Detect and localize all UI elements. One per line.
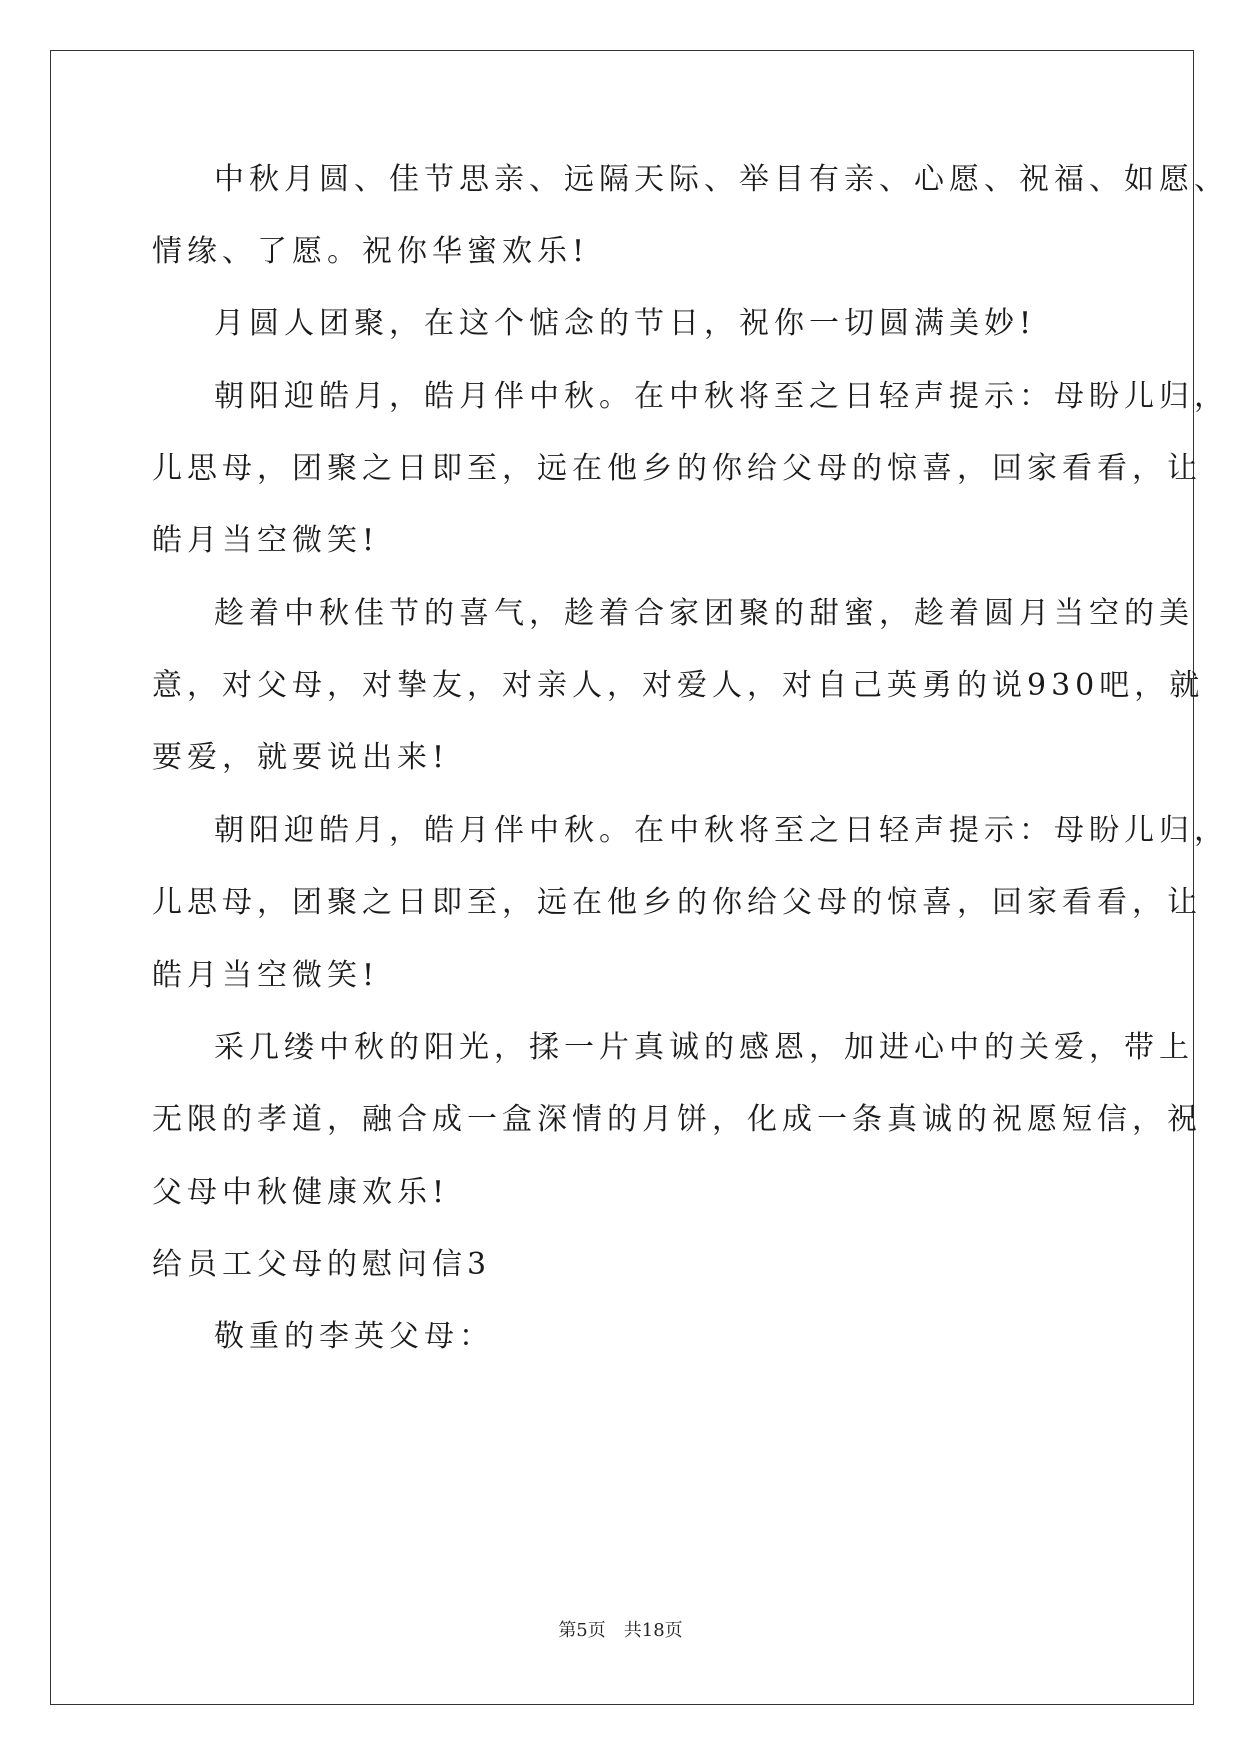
paragraph-line: 情缘、了愿。祝你华蜜欢乐! xyxy=(152,234,590,269)
paragraph-line: 儿思母，团聚之日即至，远在他乡的你给父母的惊喜，回家看看，让 xyxy=(152,885,1202,920)
page-total: 共18页 xyxy=(623,1620,683,1641)
section-heading: 给员工父母的慰问信3 xyxy=(152,1247,492,1282)
paragraph-line: 无限的孝道，融合成一盒深情的月饼，化成一条真诚的祝愿短信，祝 xyxy=(152,1102,1202,1137)
paragraph-line: 采几缕中秋的阳光，揉一片真诚的感恩，加进心中的关爱，带上 xyxy=(214,1030,1194,1065)
paragraph-line: 父母中秋健康欢乐! xyxy=(152,1175,450,1210)
paragraph-line: 儿思母，团聚之日即至，远在他乡的你给父母的惊喜，回家看看，让 xyxy=(152,451,1202,486)
paragraph-line: 朝阳迎皓月，皓月伴中秋。在中秋将至之日轻声提示：母盼儿归， xyxy=(214,813,1229,848)
page-number: 第5页 xyxy=(558,1620,606,1641)
paragraph-line: 皓月当空微笑! xyxy=(152,958,380,993)
paragraph-line: 朝阳迎皓月，皓月伴中秋。在中秋将至之日轻声提示：母盼儿归， xyxy=(214,379,1229,414)
paragraph-line: 月圆人团聚，在这个惦念的节日，祝你一切圆满美妙! xyxy=(214,306,1037,341)
page-border xyxy=(50,50,1194,1705)
paragraph-line: 要爱，就要说出来! xyxy=(152,740,450,775)
paragraph-line: 趁着中秋佳节的喜气，趁着合家团聚的甜蜜，趁着圆月当空的美 xyxy=(214,596,1194,631)
paragraph-line: 皓月当空微笑! xyxy=(152,523,380,558)
paragraph-line: 中秋月圆、佳节思亲、远隔天际、举目有亲、心愿、祝福、如愿、 xyxy=(214,162,1229,197)
paragraph-line: 意，对父母，对挚友，对亲人，对爱人，对自己英勇的说930吧，就 xyxy=(152,668,1205,703)
salutation: 敬重的李英父母： xyxy=(214,1319,494,1354)
page-footer xyxy=(0,1620,1241,1642)
